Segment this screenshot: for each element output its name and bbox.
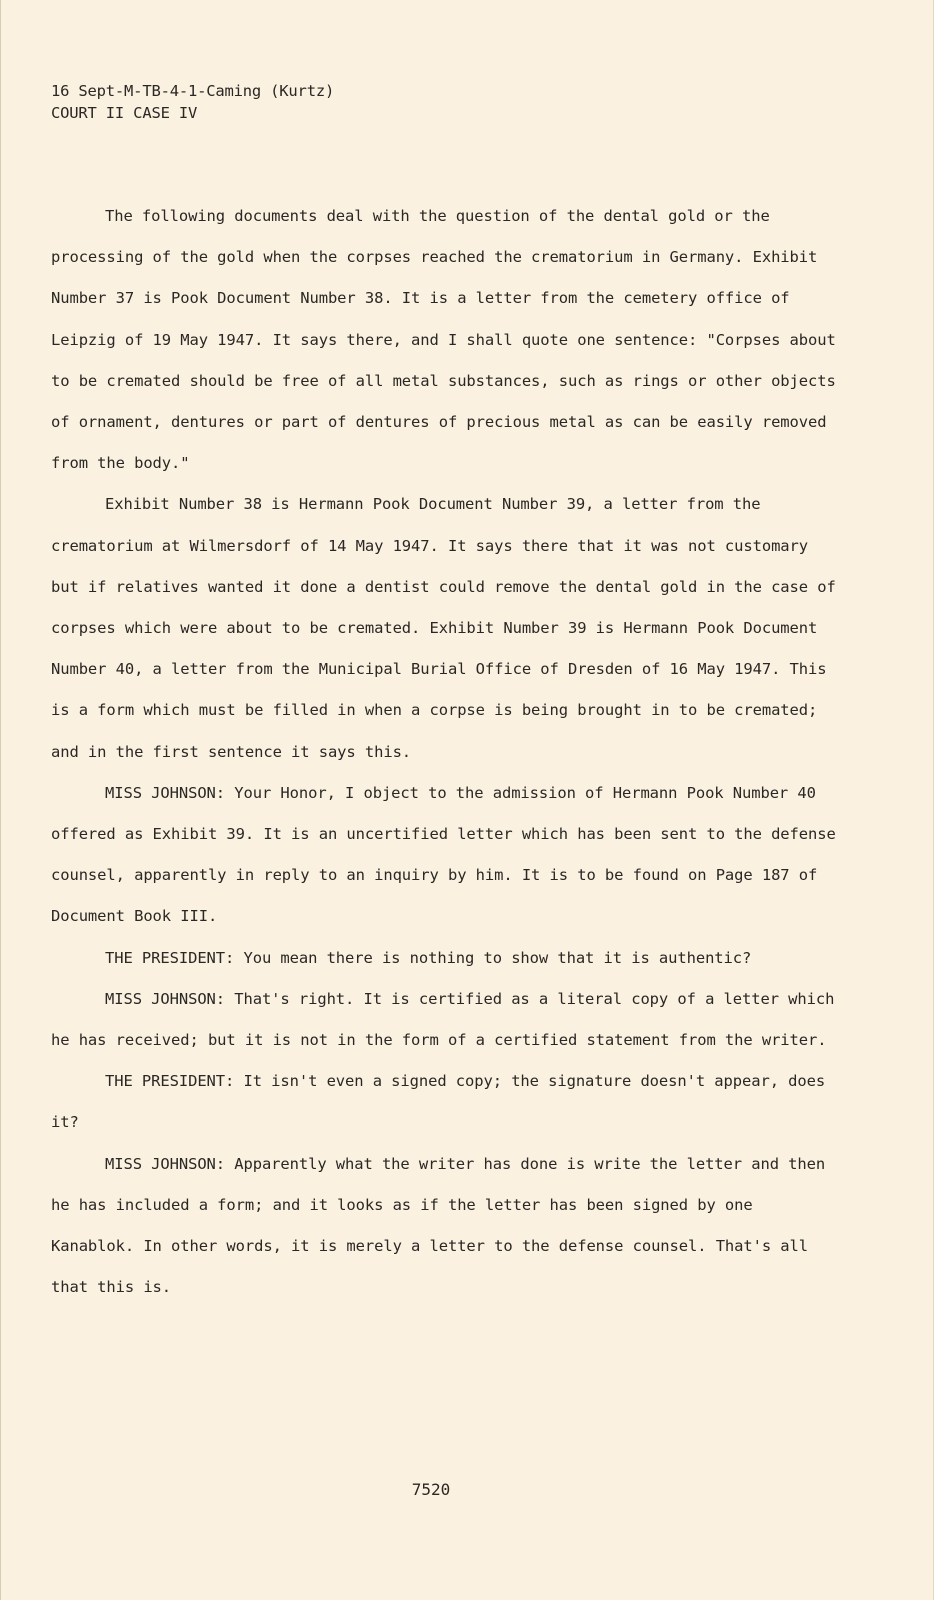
page-number: 7520: [411, 1480, 451, 1499]
paragraph-miss-johnson-reply: MISS JOHNSON: That's right. It is certified as a literal copy of a letter which he has received; but it is not in the form of a certified statement from the writer.: [51, 989, 835, 1050]
paragraph-miss-johnson-objection: MISS JOHNSON: Your Honor, I object to the admission of Hermann Pook Number 40 offered as Exhibit 39. It is an uncertified letter which has been sent to the defense counsel, apparently in reply to an inquiry by him. It is to be found on Page 187 of Document Book III.: [51, 783, 836, 926]
paragraph-president-signature: THE PRESIDENT: It isn't even a signed copy; the signature doesn't appear, does it?: [51, 1072, 826, 1132]
paragraph-exhibit-38-39: Exhibit Number 38 is Hermann Pook Document Number 39, a letter from the crematorium at Wilmersdorf of 14 May 1947. It says there that it was not customary but if relatives wanted it done a dentist could remove the dental gold in the case of corpses which were about to be cremated. Exhibit Number 39 is Hermann Pook Document Number 40, a letter from the Municipal Burial Office of Dresden of 16 May 1947. This is a form which must be filled in when a corpse is being brought in to be cremated; and in the first sentence it says this.: [51, 495, 836, 761]
document-header: [51, 80, 334, 124]
header-court-case: COURT II CASE IV: [51, 104, 198, 122]
paragraph-miss-johnson-explanation: MISS JOHNSON: Apparently what the writer has done is write the letter and then he has included a form; and it looks as if the letter has been signed by one Kanablok. In other words, it is merely a letter to the defense counsel. That's all that this is.: [51, 1154, 826, 1297]
transcript-body: [51, 196, 841, 1308]
paragraph-president-question: THE PRESIDENT: You mean there is nothing to show that it is authentic?: [105, 948, 752, 967]
header-reference: 16 Sept-M-TB-4-1-Caming (Kurtz): [51, 82, 335, 100]
paragraph-dental-gold-documents: The following documents deal with the question of the dental gold or the processing of the gold when the corpses reached the crematorium in Germany. Exhibit Number 37 is Pook Document Number 38. It is a letter from the cemetery office of Leipzig of 19 May 1947. It says there, and I shall quote one sentence: "Corpses about to be cremated should be free of all metal substances, such as rings or other objects of ornament, dentures or part of dentures of precious metal as can be easily removed from the body.": [51, 207, 836, 473]
